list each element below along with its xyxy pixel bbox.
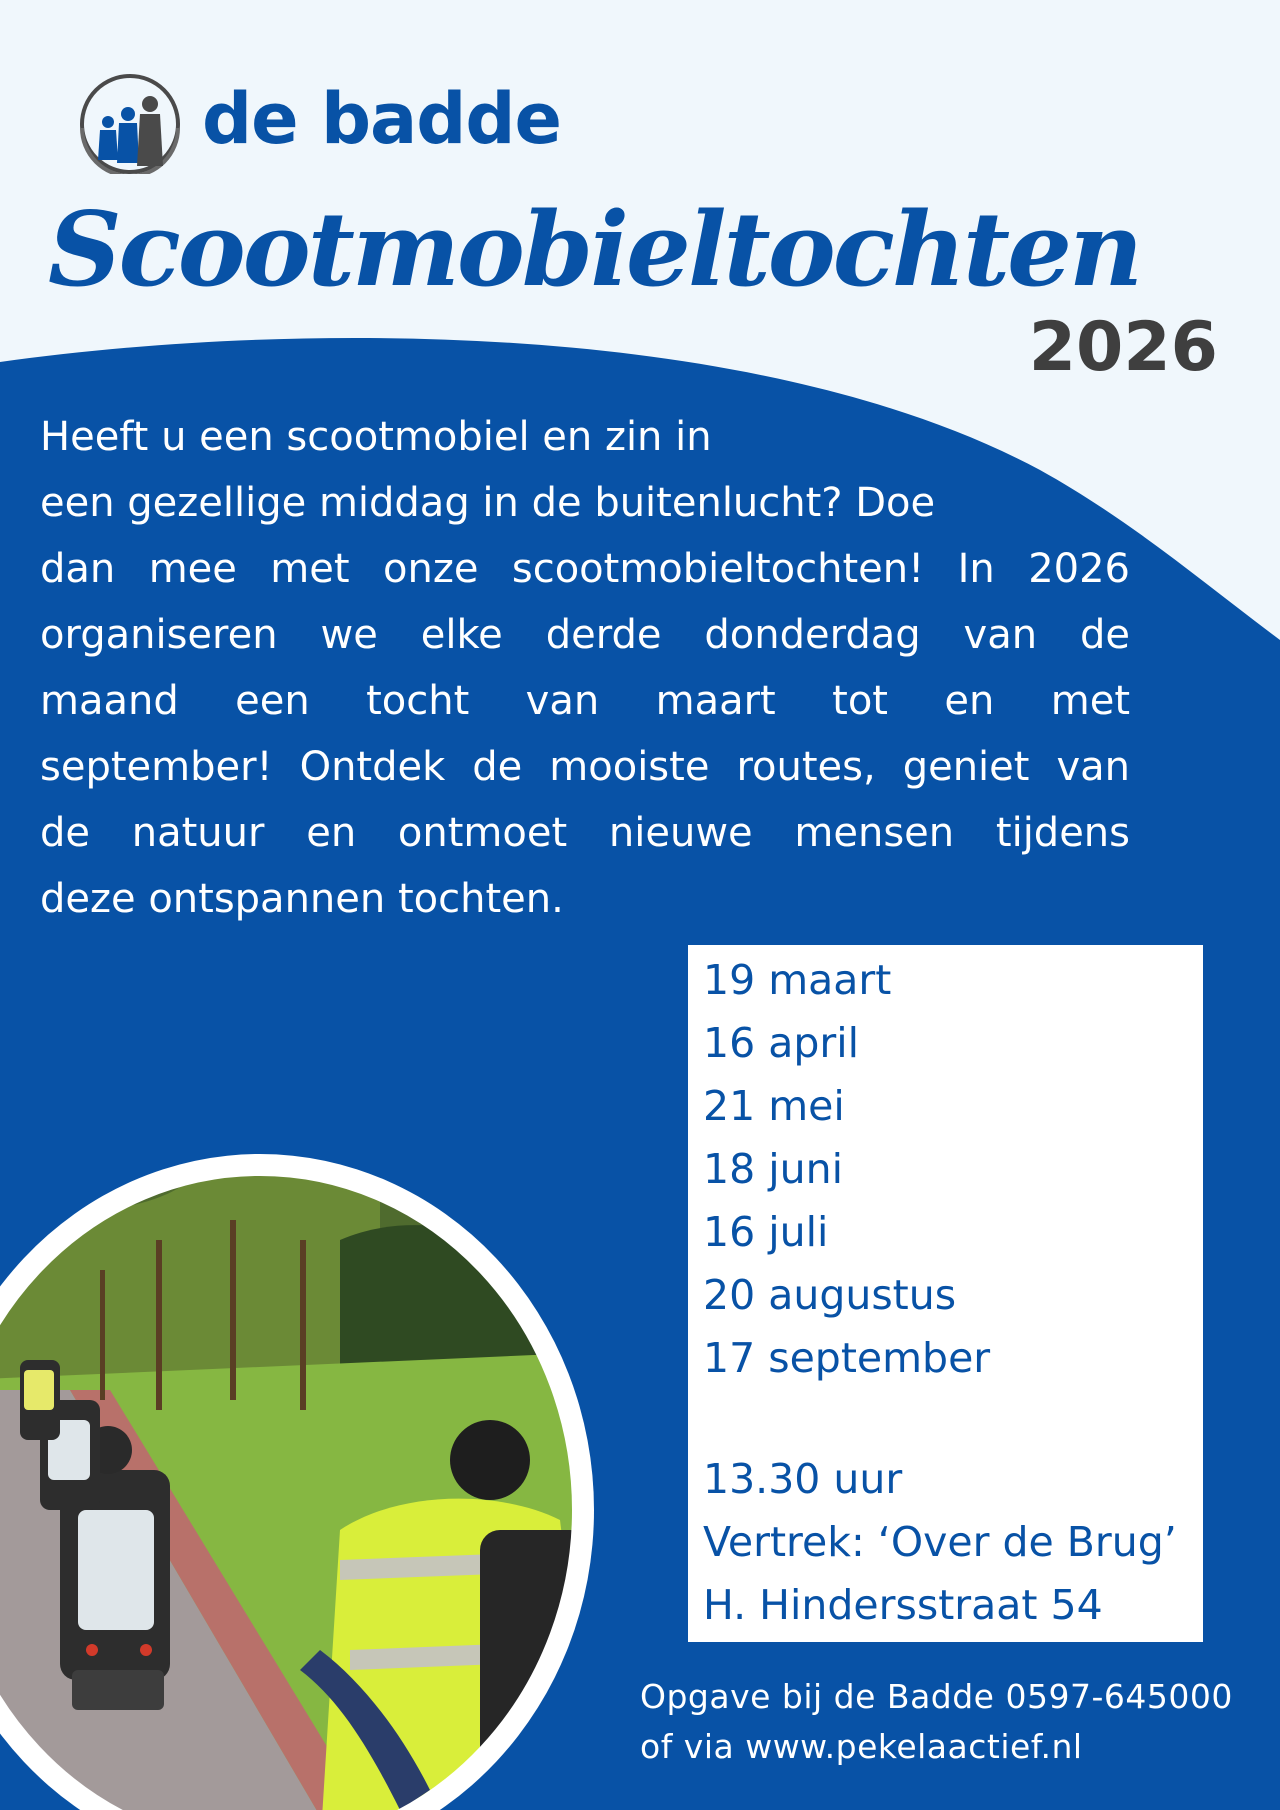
intro-line: maand een tocht van maart tot en met — [40, 678, 1130, 724]
year-label: 2026 — [1028, 308, 1218, 387]
signup-line-2: of via www.pekelaactief.nl — [640, 1727, 1083, 1766]
intro-text — [40, 404, 1130, 932]
event-address: H. Hindersstraat 54 — [703, 1581, 1103, 1629]
event-info — [703, 1448, 1177, 1637]
date-item: 16 juli — [703, 1208, 829, 1256]
intro-line: dan mee met onze scootmobieltochten! In 2026 — [40, 546, 1130, 592]
intro-line: deze ontspannen tochten. — [40, 876, 564, 922]
intro-line: organiseren we elke derde donderdag van de — [40, 612, 1130, 658]
intro-line: een gezellige middag in de buitenlucht? Doe — [40, 480, 936, 526]
dates-list — [703, 949, 990, 1390]
people-circle-icon — [78, 72, 186, 174]
event-time: 13.30 uur — [703, 1455, 903, 1503]
date-item: 20 augustus — [703, 1271, 957, 1319]
intro-line: Heeft u een scootmobiel en zin in — [40, 414, 712, 460]
date-item: 19 maart — [703, 956, 892, 1004]
date-item: 17 september — [703, 1334, 991, 1382]
date-item: 16 april — [703, 1019, 859, 1067]
intro-line: september! Ontdek de mooiste routes, geniet van — [40, 744, 1130, 790]
intro-line: de natuur en ontmoet nieuwe mensen tijdens — [40, 810, 1130, 856]
event-departure: Vertrek: ‘Over de Brug’ — [703, 1518, 1177, 1566]
schedule-box — [688, 945, 1203, 1642]
date-item: 18 juni — [703, 1145, 843, 1193]
date-item: 21 mei — [703, 1082, 845, 1130]
brand-name: de badde — [202, 78, 561, 160]
page-title: Scootmobieltochten — [48, 190, 1141, 310]
scootmobiel-photo — [0, 1090, 650, 1810]
signup-line-1: Opgave bij de Badde 0597-645000 — [640, 1677, 1233, 1716]
signup-info — [640, 1672, 1233, 1772]
